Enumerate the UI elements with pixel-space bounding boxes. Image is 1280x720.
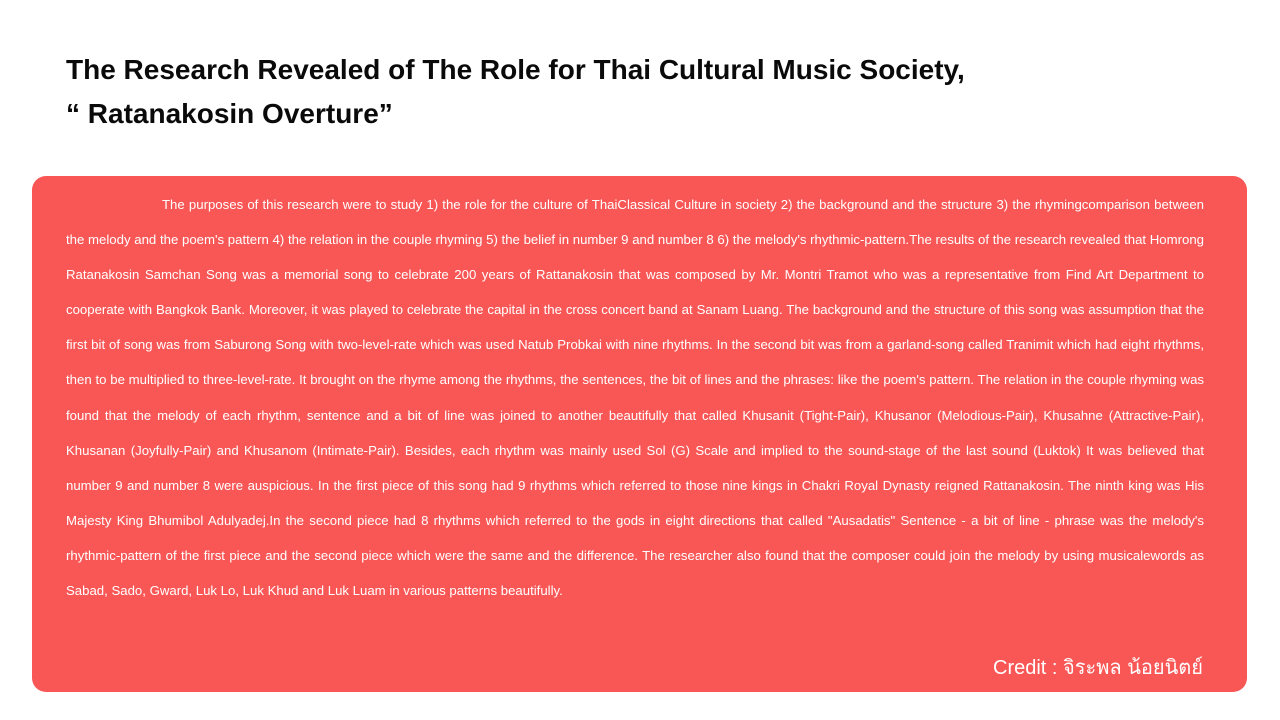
- title-line-1: The Research Revealed of The Role for Thai Cultural Music Society,: [66, 54, 965, 85]
- credit-label: Credit : จิระพล น้อยนิตย์: [993, 657, 1203, 679]
- title-line-2: “ Ratanakosin Overture”: [66, 98, 393, 129]
- page-title: [66, 48, 1166, 136]
- abstract-text: The purposes of this research were to study 1) the role for the culture of ThaiClassical Culture in society 2) the background and the structure 3) the rhymingcomparison between the melody and the poem's pattern 4) the relation in the couple rhyming 5) the belief in number 9 and number 8 6) the melody's rhythmic-pattern.The results of the research revealed that Homrong Ratanakosin Samchan Song was a memorial song to celebrate 200 years of Rattanakosin that was composed by Mr. Montri Tramot who was a representative from Find Art Department to cooperate with Bangkok Bank. Moreover, it was played to celebrate the capital in the cross concert band at Sanam Luang. The background and the structure of this song was assumption that the first bit of song was from Saburong Song with two-level-rate which was used Natub Probkai with nine rhythms. In the second bit was from a garland-song called Tranimit which had eight rhythms, then to be multiplied to three-level-rate. It brought on the rhyme among the rhythms, the sentences, the bit of lines and the phrases: like the poem's pattern. The relation in the couple rhyming was found that the melody of each rhythm, sentence and a bit of line was joined to another beautifully that called Khusanit (Tight-Pair), Khusanor (Melodious-Pair), Khusahne (Attractive-Pair), Khusanan (Joyfully-Pair) and Khusanom (Intimate-Pair). Besides, each rhythm was mainly used Sol (G) Scale and implied to the sound-stage of the last sound (Luktok) It was believed that number 9 and number 8 were auspicious. In the first piece of this song had 9 rhythms which referred to those nine kings in Chakri Royal Dynasty reigned Rattanakosin. The ninth king was His Majesty King Bhumibol Adulyadej.In the second piece had 8 rhythms which referred to the gods in eight directions that called "Ausadatis" Sentence - a bit of line - phrase was the melody's rhythmic-pattern of the first piece and the second piece which were the same and the difference. The researcher also found that the composer could join the melody by using musicalewords as Sabad, Sado, Gward, Luk Lo, Luk Khud and Luk Luam in various patterns beautifully.: [66, 197, 1204, 599]
- abstract-card: [32, 176, 1247, 692]
